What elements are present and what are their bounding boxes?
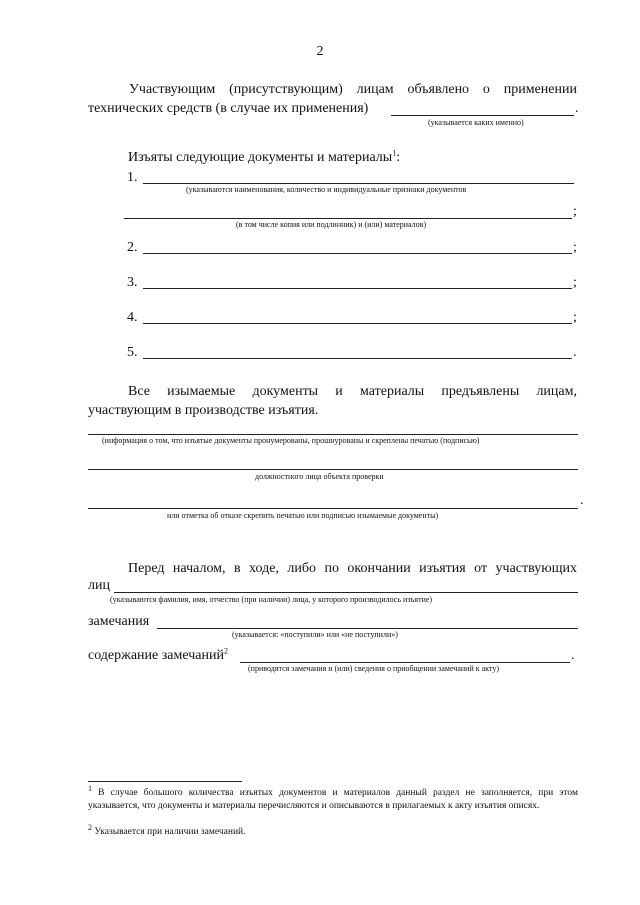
item-1-end: ; (573, 204, 577, 219)
footnote-ref-2: 2 (223, 646, 228, 656)
presented-line-1: Все изымаемые документы и материалы предъявлены лицам, (128, 384, 577, 399)
tech-means-caption: (указывается каких именно) (428, 118, 524, 127)
presented-caption-3: или отметка об отказе скрепить печатью или подписью изымаемые документы) (167, 511, 439, 520)
item-4-end: ; (573, 310, 577, 325)
item-5-line[interactable] (143, 358, 572, 359)
item-2-line[interactable] (143, 253, 572, 254)
announce-line-2: технических средств (в случае их применения) (88, 101, 369, 116)
footnote-1: $^1$ В случае большого количества изъятых документов и материалов данный раздел не заполняется, при этом указывается, что документы и материалы перечисляются и описываются в прилагаемых к акту изъятия описях. (88, 783, 579, 811)
persons-line[interactable] (114, 592, 578, 593)
content-caption: (приводятся замечания и (или) сведения о приобщении замечаний к акту) (248, 664, 499, 673)
item-5-end: . (573, 345, 577, 360)
item-4-number: 4. (127, 310, 138, 325)
presented-info-line-2[interactable] (88, 469, 578, 470)
item-1-line[interactable] (143, 183, 574, 184)
remarks-line-1: Перед началом, в ходе, либо по окончании изъятия от участвующих (128, 561, 577, 576)
item-caption-2: (в том числе копия или подлинник) и (или) материалов) (236, 220, 427, 229)
tech-means-line[interactable] (391, 115, 574, 116)
remarks-label: замечания (88, 614, 150, 629)
content-end: . (571, 648, 575, 663)
item-2-end: ; (573, 240, 577, 255)
presented-info-line-3[interactable] (88, 508, 578, 509)
announce-line-1: Участвующим (присутствующим) лицам объявлено о применении (129, 82, 577, 97)
remarks-caption: (указывается: «поступили» или «не поступили») (232, 630, 398, 639)
item-4-line[interactable] (143, 323, 572, 324)
content-label: содержание замечаний$^2$ (88, 646, 228, 663)
item-3-number: 3. (127, 275, 138, 290)
presented-caption-1: (информация о том, что изъятые документы пронумерованы, прошнурованы и скреплены печатью (подписью) (102, 436, 480, 445)
item-3-line[interactable] (143, 288, 572, 289)
persons-caption: (указываются фамилия, имя, отчество (при наличии) лица, у которого производилось изъятие) (110, 595, 433, 604)
item-2-number: 2. (127, 240, 138, 255)
presented-line-2: участвующим в производстве изъятия. (88, 403, 319, 418)
remarks-content-line[interactable] (240, 662, 570, 663)
presented-end: . (580, 493, 584, 508)
persons-label: лиц (88, 578, 110, 593)
item-3-end: ; (573, 275, 577, 290)
item-5-number: 5. (127, 345, 138, 360)
presented-caption-2: должностного лица объекта проверки (255, 472, 384, 481)
announce-end: . (575, 101, 579, 116)
footnote-1-mark: 1 (88, 783, 92, 793)
footnote-separator (88, 781, 242, 782)
remarks-status-line[interactable] (157, 628, 578, 629)
item-caption-1: (указываются наименования, количество и индивидуальные признаки документов (186, 185, 467, 194)
seized-heading: Изъяты следующие документы и материалы$^1$: (128, 148, 401, 165)
presented-info-line-1[interactable] (88, 434, 578, 435)
footnote-2-mark: 2 (88, 822, 92, 832)
page-number: 2 (316, 44, 324, 59)
footnote-2: $^2$ Указывается при наличии замечаний. (88, 822, 246, 837)
item-1-number: 1. (127, 170, 138, 185)
item-1-line-2[interactable] (124, 218, 572, 219)
footnote-ref-1: 1 (392, 148, 397, 158)
